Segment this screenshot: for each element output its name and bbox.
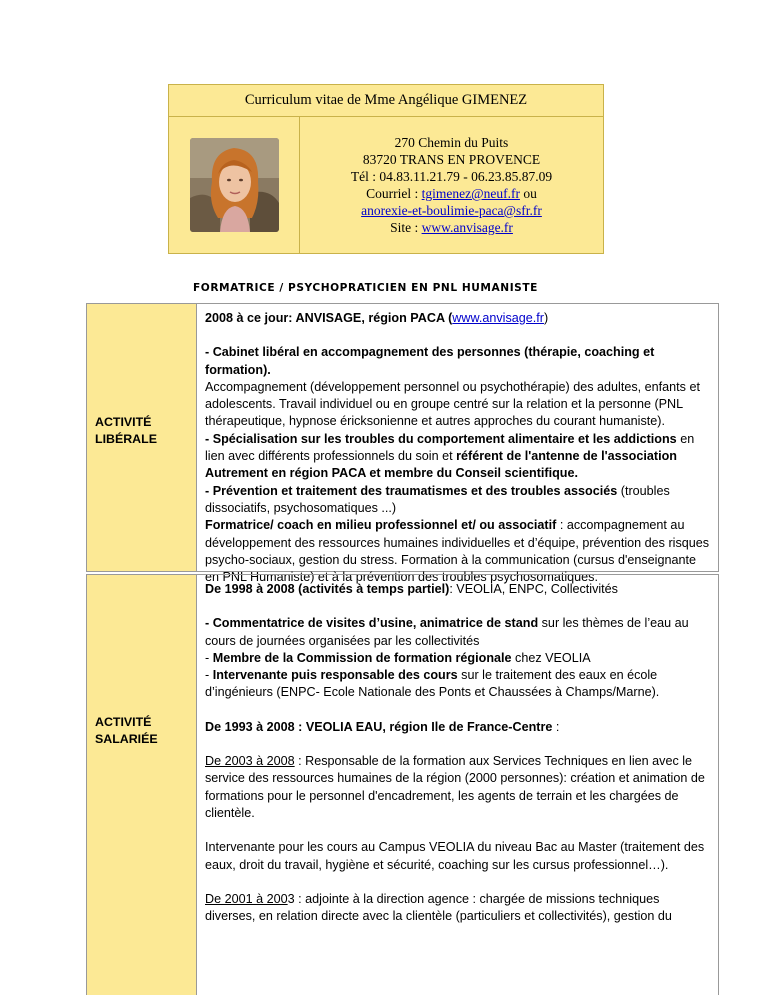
liberale-p5-bold: Formatrice/ coach en milieu professionnel et/ ou associatif <box>205 518 557 533</box>
liberale-heading-end: ) <box>543 311 549 325</box>
liberale-heading-text: 2008 à ce jour: ANVISAGE, région PACA ( <box>205 311 453 325</box>
period-2001-2003-text: : adjointe à la direction agence : chargée de missions techniques diverses, en relation directe avec la clientèle (particuliers et collectivités), gestion du <box>205 891 672 924</box>
liberale-p3-bold1: - Spécialisation sur les troubles du comportement alimentaire et les addictions <box>205 431 677 446</box>
liberale-p5-text: : accompagnement au développement des ressources humaines individuelles et d’équipe, prévention des risques psycho-sociaux, gestion du stress. Formation à la communication (cursus d'enseignante en PNL Humaniste) et à la prévention des troubles psychosomatiques. <box>205 518 710 585</box>
veolia-heading-bold: De 1993 à 2008 : VEOLIA EAU, région Ile de France-Centre <box>205 719 553 734</box>
liberale-p1 <box>205 344 712 379</box>
liberale-p3-bold2: référent de l'antenne de l'association Autrement en région PACA et membre du Conseil scientifique. <box>205 449 677 481</box>
period-2001-2003-digit: 3 <box>287 891 295 906</box>
salariee-b2-bold: Membre de la Commission de formation régionale <box>212 650 512 665</box>
header-table <box>168 84 604 254</box>
liberale-label-line-2: LIBÉRALE <box>95 432 157 446</box>
salariee-b2 <box>205 650 712 667</box>
period-2003-2008 <box>205 753 712 822</box>
address-line-1: 270 Chemin du Puits <box>394 135 509 150</box>
cv-title: Curriculum vitae de Mme Angélique GIMENEZ <box>169 85 603 117</box>
liberale-label-line-1: ACTIVITÉ <box>95 415 152 429</box>
salariee-b1 <box>205 615 712 650</box>
salariee-heading-text: : VEOLIA, ENPC, Collectivités <box>449 582 618 596</box>
period-2001-2003 <box>205 891 712 926</box>
liberale-label-cell <box>87 304 197 571</box>
site-prefix: Site : <box>390 220 422 235</box>
liberale-content <box>197 304 718 585</box>
salariee-b2-text: chez VEOLIA <box>511 650 591 665</box>
salariee-b1-bold: - Commentatrice de visites d’usine, animatrice de stand <box>205 616 539 631</box>
salariee-b3-prefix: - <box>205 668 213 683</box>
salariee-b2-prefix: - <box>205 650 213 665</box>
period-2003-2008-label: De 2003 à 2008 <box>205 754 295 769</box>
anvisage-link[interactable]: www.anvisage.fr <box>452 311 544 325</box>
portrait-photo <box>190 138 279 232</box>
liberale-p1-bold: - Cabinet libéral en accompagnement des personnes (thérapie, coaching et formation). <box>205 345 655 377</box>
salariee-b3 <box>205 667 712 702</box>
email-link-1[interactable]: tgimenez@neuf.fr <box>421 186 520 201</box>
salariee-label-cell <box>87 575 197 995</box>
salariee-b3-text: sur le traitement des eaux en école d’ingénieurs (ENPC- Ecole Nationale des Ponts et Chaussées à Champs/Marne). <box>205 668 660 700</box>
section-title: FORMATRICE / PSYCHOPRATICIEN EN PNL HUMANISTE <box>193 282 538 294</box>
email-prefix: Courriel : <box>366 186 422 201</box>
salariee-label-line-2: SALARIÉE <box>95 732 158 746</box>
email-link-2[interactable]: anorexie-et-boulimie-paca@sfr.fr <box>361 203 542 218</box>
site-line <box>390 219 513 236</box>
period-2001-2003-label: De 2001 à 200 <box>205 891 288 906</box>
email-joiner: ou <box>519 186 537 201</box>
salariee-table <box>86 574 719 995</box>
campus-paragraph: Intervenante pour les cours au Campus VEOLIA du niveau Bac au Master (traitement des eaux, droit du travail, hygiène et sécurité, coaching sur les cursus professionnel…). <box>205 840 705 872</box>
veolia-heading-end: : <box>552 719 560 734</box>
liberale-table <box>86 303 719 585</box>
photo-cell <box>169 117 300 253</box>
salariee-b3-bold: Intervenante puis responsable des cours <box>212 668 458 683</box>
site-link[interactable]: www.anvisage.fr <box>421 220 513 235</box>
period-2003-2008-text: : Responsable de la formation aux Services Techniques en lien avec le service des ressources humaines de la région (2000 personnes): création et animation de formations pour le personnel d'encadrement, les agents de terrain et les chargées de clientèle. <box>205 754 705 820</box>
liberale-p3-text: en lien avec différents professionnels du soin et <box>205 431 695 464</box>
liberale-heading <box>205 310 712 327</box>
salariee-label-line-1: ACTIVITÉ <box>95 715 152 729</box>
veolia-heading <box>205 719 712 736</box>
liberale-p4-text: (troubles dissociatifs, psychosomatiques ...) <box>205 483 670 515</box>
header-row <box>169 117 603 253</box>
salariee-heading <box>205 581 712 598</box>
email-line-2 <box>361 202 542 219</box>
liberale-p3 <box>205 431 712 483</box>
salariee-content <box>197 575 718 995</box>
liberale-p4 <box>205 483 712 518</box>
contact-cell <box>300 117 603 253</box>
email-line <box>366 185 537 202</box>
salariee-b1-text: sur les thèmes de l’eau au cours de journées organisées par les collectivités <box>205 616 689 648</box>
address-line-2: 83720 TRANS EN PROVENCE <box>362 152 541 167</box>
salariee-heading-bold: De 1998 à 2008 (activités à temps partiel) <box>205 582 450 596</box>
liberale-p2: Accompagnement (développement personnel ou psychothérapie) des adultes, enfants et adolescents. Travail individuel ou en groupe centré sur la relation et la personne (PNL thérapeutique, hypnose éricksonienne et autres approches du courant humaniste). <box>205 379 700 429</box>
liberale-p4-bold: - Prévention et traitement des traumatismes et des troubles associés <box>205 483 618 498</box>
phone-line: Tél : 04.83.11.21.79 - 06.23.85.87.09 <box>350 169 553 184</box>
